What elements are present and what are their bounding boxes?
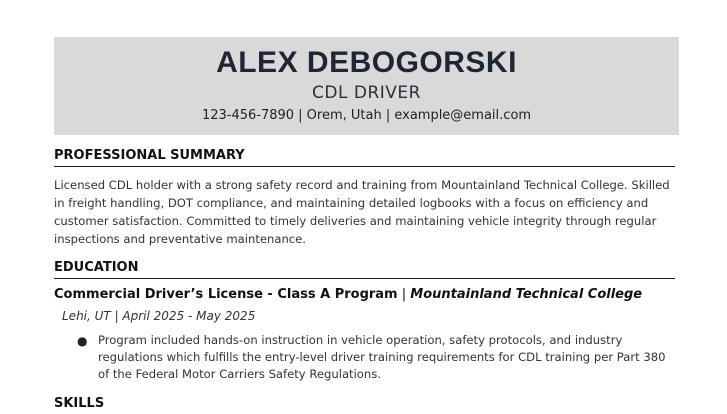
section-title-education: EDUCATION [54, 260, 675, 279]
school-name: Mountainland Technical College [410, 287, 643, 302]
bullet-icon: ● [77, 334, 88, 348]
program-separator: | [397, 287, 411, 302]
summary-text: Licensed CDL holder with a strong safety record and training from Mountainland Technical College. Skilled in freight handling, DOT compliance, and maintaining detailed logbooks with a focus on efficiency and customer satisfaction. Committed to timely deliveries and maintaining vehicle integrity through regular inspections and preventative maintenance. [54, 178, 670, 246]
job-title: CDL DRIVER [312, 83, 421, 103]
education-location-dates: Lehi, UT | April 2025 - May 2025 [62, 309, 256, 323]
education-bullet: Program included hands-on instruction in vehicle operation, safety protocols, and industry regulations which fulfills the entry-level driver training requirements for CDL training per Part 380 of the Federal Motor Carriers Safety Regulations. [98, 333, 666, 381]
candidate-name: ALEX DEBOGORSKI [216, 46, 517, 79]
section-title-summary: PROFESSIONAL SUMMARY [54, 148, 675, 167]
header-band [54, 37, 679, 135]
section-title-skills: SKILLS [54, 396, 105, 411]
education-entry-heading [54, 286, 694, 303]
contact-line: 123-456-7890 | Orem, Utah | example@email.com [201, 108, 532, 123]
program-name: Commercial Driver’s License - Class A Program [54, 287, 398, 302]
